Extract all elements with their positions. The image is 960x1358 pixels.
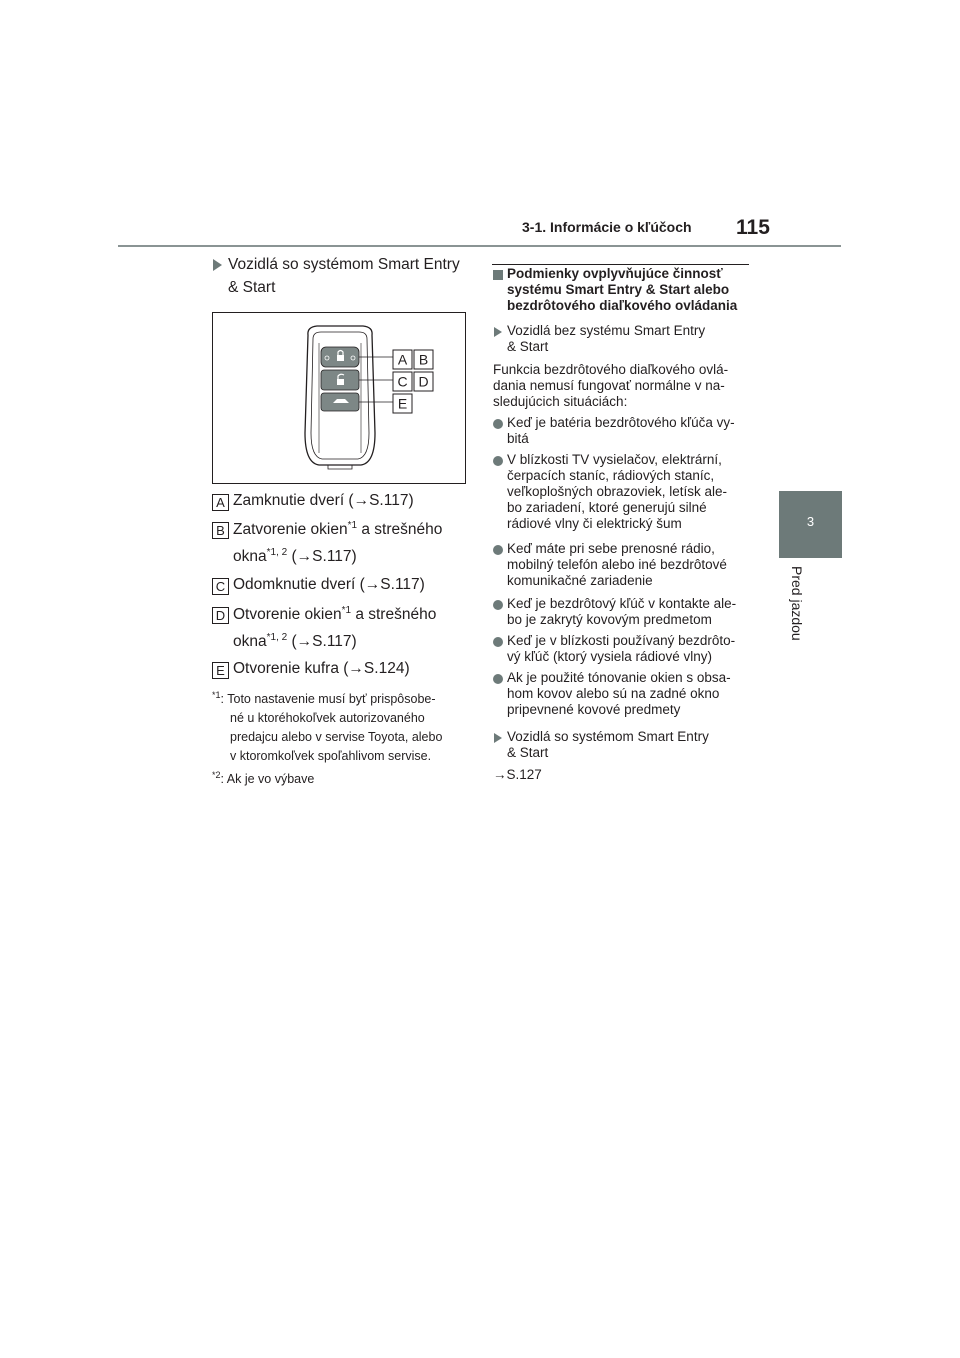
intro-paragraph: Funkcia bezdrôtového diaľkového ovlá- dania nemusí fungovať normálne v na- sledujúcich situáciách:	[493, 362, 729, 409]
bullet-dot-icon	[493, 419, 503, 429]
legend-label-d: D	[212, 607, 229, 624]
legend-label-a: A	[212, 494, 229, 511]
condition-item: Keď máte pri sebe prenosné rádio, mobilný telefón alebo iné bezdrôtové komunikačné zariadenie	[507, 541, 727, 588]
footnote-1: $^{*1}$: Toto nastavenie musí byť prispôsobe- né u ktoréhokoľvek autorizovaného predajcu alebo v servise Toyota, alebo v ktoromkoľvek spoľahlivom servise.	[212, 690, 443, 764]
legend-text: Otvorenie okien$^{*1}$ a strešného	[233, 605, 437, 624]
legend-label-c: C	[212, 578, 229, 595]
subheading-no-smart-entry: Vozidlá bez systému Smart Entry & Start	[507, 323, 706, 354]
condition-item: V blízkosti TV vysielačov, elektrární, čerpacích staníc, rádiových staníc, veľkoplošných obrazoviek, letísk ale- bo zariadení, ktoré generujú silné rádiové vlny či elektrický šum	[507, 452, 728, 531]
legend-text: Zamknutie dverí (→S.117)	[233, 492, 414, 509]
chapter-number: 3	[806, 514, 815, 529]
bullet-dot-icon	[493, 545, 503, 555]
footnote-2: $^{*2}$: Ak je vo výbave	[212, 770, 315, 787]
legend-text-cont: okna$^{*1, 2}$ (→S.117)	[233, 632, 357, 651]
bullet-dot-icon	[493, 637, 503, 647]
condition-item: Keď je batéria bezdrôtového kľúča vy- bitá	[507, 415, 735, 446]
smart-key-figure	[212, 312, 466, 484]
legend-label-b: B	[212, 522, 229, 539]
arrow-icon	[494, 733, 502, 743]
figure-label-b: B	[418, 351, 429, 368]
column-rule	[492, 264, 749, 265]
figure-label-a: A	[397, 351, 408, 368]
page-reference-link[interactable]: →S.127	[493, 767, 542, 782]
condition-item: Keď je v blízkosti používaný bezdrôto- vý kľúč (ktorý vysiela rádiové vlny)	[507, 633, 736, 664]
figure-label-c: C	[397, 373, 408, 390]
subheading-smart-entry: Vozidlá so systémom Smart Entry & Start	[507, 729, 709, 760]
legend-label-e: E	[212, 662, 229, 679]
bullet-dot-icon	[493, 456, 503, 466]
legend-text: Odomknutie dverí (→S.117)	[233, 576, 425, 593]
smart-key-illustration	[213, 313, 465, 483]
section-title: 3-1. Informácie o kľúčoch	[522, 219, 692, 235]
condition-item: Keď je bezdrôtový kľúč v kontakte ale- bo je zakrytý kovovým predmetom	[507, 596, 737, 627]
subsection-heading: Vozidlá so systémom Smart Entry & Start	[228, 256, 460, 296]
header-rule	[118, 245, 841, 247]
arrow-icon	[494, 327, 502, 337]
bullet-dot-icon	[493, 600, 503, 610]
figure-label-d: D	[418, 373, 429, 390]
page-number: 115	[736, 216, 770, 239]
arrow-icon	[213, 259, 222, 271]
legend-text: Otvorenie kufra (→S.124)	[233, 660, 410, 677]
chapter-label: Pred jazdou	[789, 566, 805, 641]
right-heading: Podmienky ovplyvňujúce činnosť systému Smart Entry & Start alebo bezdrôtového diaľkového ovládania	[507, 266, 738, 313]
figure-label-e: E	[397, 395, 408, 412]
square-bullet-icon	[493, 270, 503, 280]
bullet-dot-icon	[493, 674, 503, 684]
legend-text: Zatvorenie okien$^{*1}$ a strešného	[233, 520, 443, 539]
condition-item: Ak je použité tónovanie okien s obsa- hom kovov alebo sú na zadné okno pripevnené kovové predmety	[507, 670, 731, 717]
legend-text-cont: okna$^{*1, 2}$ (→S.117)	[233, 547, 357, 566]
